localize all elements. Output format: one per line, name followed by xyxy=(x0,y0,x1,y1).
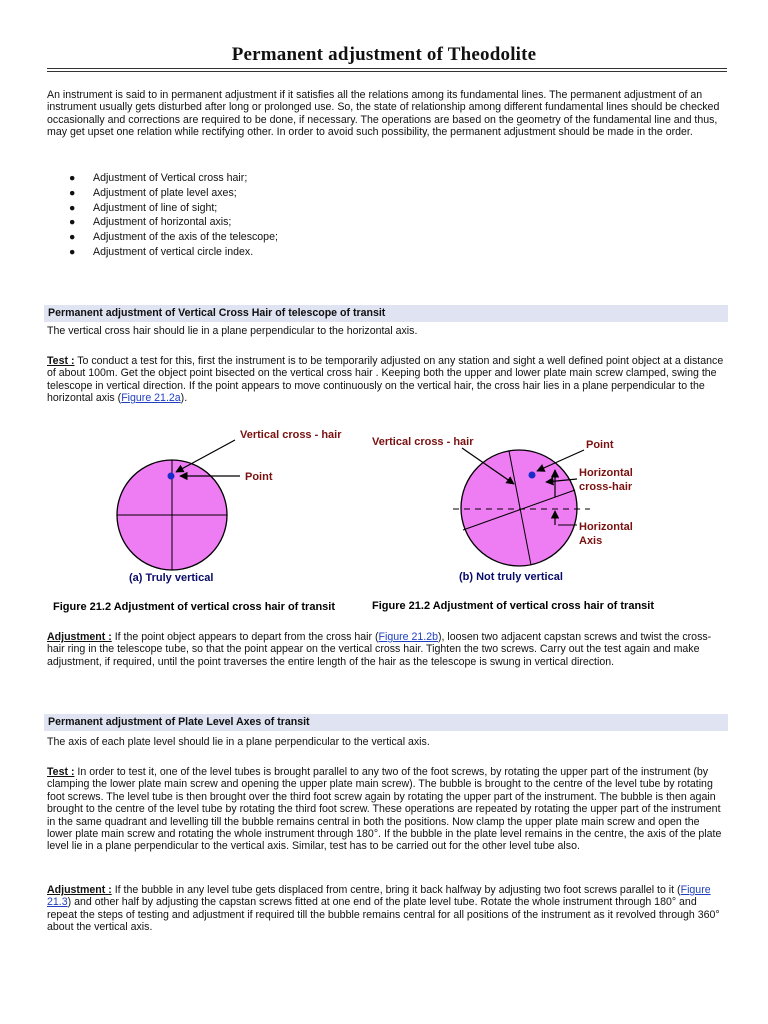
figure-b-axis-label-2: Axis xyxy=(579,535,603,547)
figure-b-vertical-label: Vertical cross - hair xyxy=(372,436,474,448)
figure-caption-b: Figure 21.2 Adjustment of vertical cross hair of transit xyxy=(372,600,654,612)
bullet-icon: ● xyxy=(69,201,76,214)
intro-paragraph: An instrument is said to in permanent adjustment if it satisfies all the relations among its fundamental lines. The permanent adjustment of an instrument usually gets disturbed after long or prolonged use. So, the state of relationship among different fundamental lines should be checked occasionally and corrections are required to be done, if necessary. The operations are based on the geometry of the fundamental line and thus, may get upset one relation while rectifying other. In order to avoid such possibility, the permanent adjustment should be made in the order. xyxy=(47,89,720,139)
figure-21-2b-link[interactable]: Figure 21.2b xyxy=(378,631,438,643)
figure-21-2a-link[interactable]: Figure 21.2a xyxy=(121,392,181,405)
title-rule-bottom xyxy=(47,71,727,72)
list-item: ● Adjustment of the axis of the telescope; xyxy=(69,231,278,244)
figure-b-horizontal-label-2: cross-hair xyxy=(579,481,633,493)
list-item: ● Adjustment of vertical circle index. xyxy=(69,245,254,258)
list-item: ● Adjustment of horizontal axis; xyxy=(69,216,232,229)
figure-caption-a: Figure 21.2 Adjustment of vertical cross hair of transit xyxy=(53,601,335,613)
page-title: Permanent adjustment of Theodolite xyxy=(231,44,537,65)
figure-21-2-diagram xyxy=(40,418,730,618)
figure-b-circle xyxy=(461,450,577,566)
section1-statement: The vertical cross hair should lie in a plane perpendicular to the horizontal axis. xyxy=(47,325,418,337)
figure-a-arrow-vertical xyxy=(176,440,235,472)
test-label: Test : xyxy=(47,766,75,778)
figure-b-point xyxy=(529,472,536,479)
section-heading-plate-level: Permanent adjustment of Plate Level Axes of transit xyxy=(44,714,728,731)
adjustment-label: Adjustment : xyxy=(47,884,112,896)
section2-adjustment-paragraph: Adjustment : If the bubble in any level tube gets displaced from centre, bring it back halfway by adjusting two foot screws parallel to it (Figure 21.3) and other half by adjusting the capstan screws fitted at one end of the plate level tube. Rotate the whole instrument through 180° and repeat the steps of testing and adjustment if required till the bubble remains central for all positions of the instrument as it revolved through 360° about the vertical axis. xyxy=(47,884,720,934)
section1-test-paragraph: Test : To conduct a test for this, first the instrument is to be temporarily adjusted on any station and sight a well defined point object at a distance of about 100m. Get the object point bisected on the vertical cross hair . Keeping both the upper and lower plate main screw clamped, swing the telescope in vertical direction. If the point appears to move continuously on the vertical hair, the cross hair lies in a plane perpendicular to the horizontal axis (Figure 21.2a). xyxy=(47,355,724,405)
section1-adjustment-paragraph: Adjustment : If the point object appears to depart from the cross hair (Figure 21.2b), loosen two adjacent capstan screws and twist the cross-hair ring in the telescope tube, so that the point appear on the vertical cross hair. Tighten the two screws. Carry out the test again and make adjustment, if required, until the point traverses the entire length of the hair as the telescope is swung in vertical direction. xyxy=(47,631,712,668)
figure-b-point-label: Point xyxy=(586,439,614,451)
bullet-icon: ● xyxy=(69,245,76,258)
adjustment-label: Adjustment : xyxy=(47,631,112,643)
figure-b-caption: (b) Not truly vertical xyxy=(459,571,563,583)
list-item: ● Adjustment of plate level axes; xyxy=(69,186,237,199)
bullet-icon: ● xyxy=(69,231,76,244)
figure-b-horizontal-label-1: Horizontal xyxy=(579,467,633,479)
bullet-icon: ● xyxy=(69,216,76,229)
figure-21-3-link[interactable]: Figure 21.3 xyxy=(47,884,711,909)
section2-statement: The axis of each plate level should lie in a plane perpendicular to the vertical axis. xyxy=(47,736,430,748)
section-heading-vertical-cross-hair: Permanent adjustment of Vertical Cross Hair of telescope of transit xyxy=(44,305,728,322)
figure-b-axis-label-1: Horizontal xyxy=(579,521,633,533)
bullet-icon: ● xyxy=(69,186,76,199)
list-item: ● Adjustment of line of sight; xyxy=(69,201,218,214)
title-rule-top xyxy=(47,68,727,69)
test-label: Test : xyxy=(47,355,75,367)
list-item: ● Adjustment of Vertical cross hair; xyxy=(69,172,248,184)
adjustment-order-list xyxy=(47,171,647,260)
bullet-icon: ● xyxy=(69,172,76,184)
figure-a-vertical-label: Vertical cross - hair xyxy=(240,429,342,441)
figure-a-caption: (a) Truly vertical xyxy=(129,572,214,584)
figure-a-point-label: Point xyxy=(245,471,273,483)
section2-test-paragraph: Test : In order to test it, one of the level tubes is brought parallel to any two of the foot screws, by rotating the upper part of the instrument (by clamping the lower plate main screw and opening the upper plate main screw). The bubble is brought to the centre of the level tube by rotating foot screws. The level tube is then brought over the third foot screw again by rotating the upper part of the instrument. The bubble is then again brought to the centre of the level tube by rotating the third foot screw. These operations are repeated by rotating the upper part of the instrument in the same quadrant and levelling till the bubble remains central in both the positions. Now clamp the upper plate main screw and open the lower plate main screw and rotating the whole instrument through 180°. If the bubble in the plate level remains in the centre, the axis of the plate level lie in a plane perpendicular to the vertical axis. Similar, test has to be carried out for the other level tube also. xyxy=(47,766,722,853)
figure-a-point xyxy=(168,473,175,480)
